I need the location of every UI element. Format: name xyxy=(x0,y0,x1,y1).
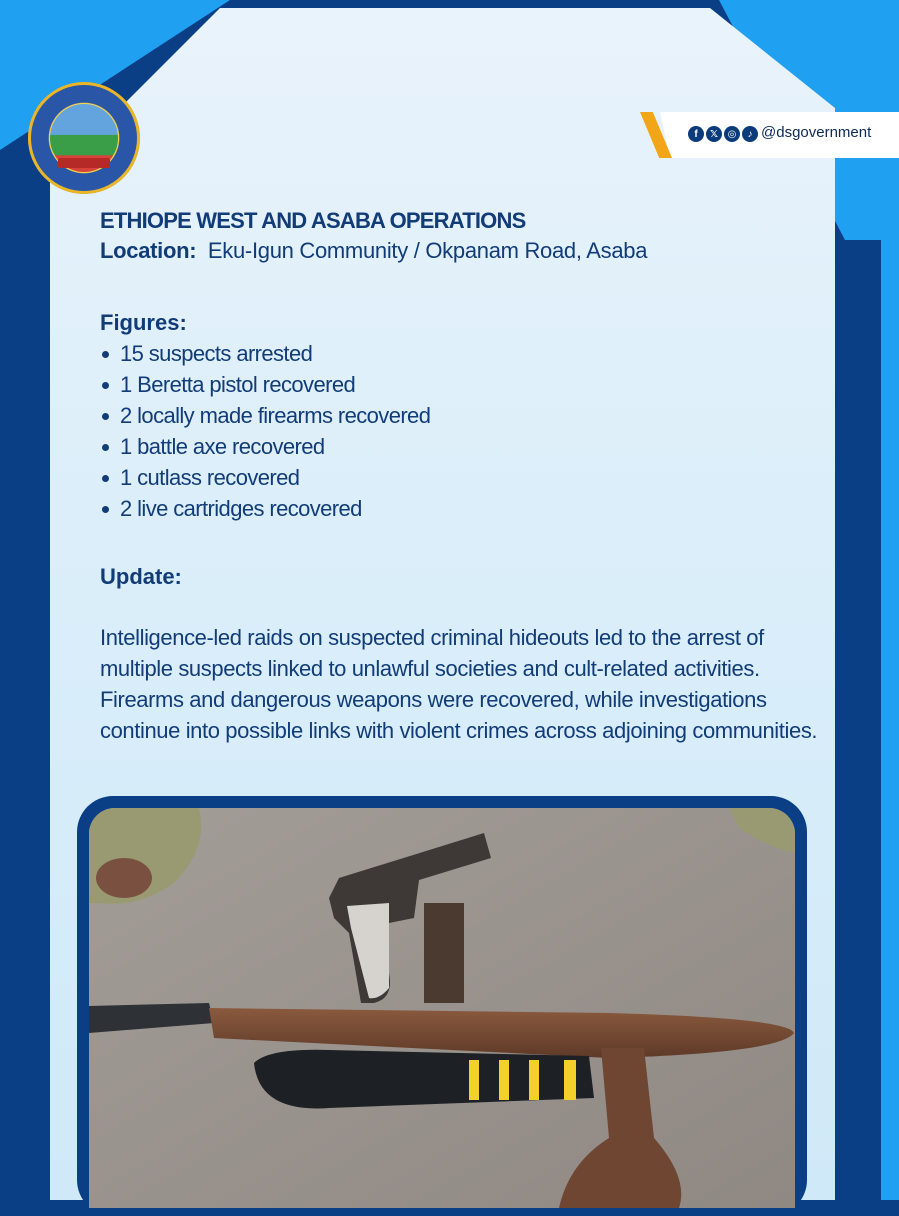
update-text: Intelligence-led raids on suspected criminal hideouts led to the arrest of multiple suspects linked to unlawful societies and cult-related activities. Firearms and dangerous weapons were recovered, while investigations continue into possible links with violent crimes across adjoining communities. xyxy=(100,625,818,743)
figure-item xyxy=(100,400,840,431)
bullet-icon xyxy=(102,475,109,482)
report-title: ETHIOPE WEST AND ASABA OPERATIONS xyxy=(100,208,526,233)
figure-text: 2 locally made firearms recovered xyxy=(120,403,431,428)
bullet-icon xyxy=(102,413,109,420)
bullet-icon xyxy=(102,444,109,451)
x-icon[interactable]: 𝕏 xyxy=(706,126,722,142)
figure-item xyxy=(100,493,840,524)
figure-text: 2 live cartridges recovered xyxy=(120,496,362,521)
bullet-icon xyxy=(102,351,109,358)
recovered-weapons-illustration xyxy=(89,808,795,1208)
report-content xyxy=(100,206,840,746)
tiktok-icon[interactable]: ♪ xyxy=(742,126,758,142)
location-label: Location: xyxy=(100,238,197,263)
instagram-icon[interactable]: ◎ xyxy=(724,126,740,142)
figure-item xyxy=(100,369,840,400)
delta-state-logo xyxy=(28,82,140,194)
update-label: Update: xyxy=(100,564,182,589)
figure-text: 1 battle axe recovered xyxy=(120,434,325,459)
bullet-icon xyxy=(102,382,109,389)
location-value: Eku-Igun Community / Okpanam Road, Asaba xyxy=(207,238,648,263)
figure-text: 1 Beretta pistol recovered xyxy=(120,372,356,397)
figure-item xyxy=(100,431,840,462)
logo-ribbon-icon xyxy=(58,158,110,168)
social-handle[interactable]: @dsgovernment xyxy=(761,124,872,141)
figure-item xyxy=(100,462,840,493)
recovered-weapons-photo xyxy=(89,808,795,1208)
social-icons xyxy=(688,126,758,142)
report-location xyxy=(100,236,840,266)
background-bar-right xyxy=(881,150,899,1200)
figures-list xyxy=(100,338,840,524)
figure-text: 15 suspects arrested xyxy=(120,341,313,366)
figure-item xyxy=(100,338,840,369)
figure-text: 1 cutlass recovered xyxy=(120,465,300,490)
figures-label: Figures: xyxy=(100,310,187,335)
facebook-icon[interactable]: f xyxy=(688,126,704,142)
bullet-icon xyxy=(102,506,109,513)
